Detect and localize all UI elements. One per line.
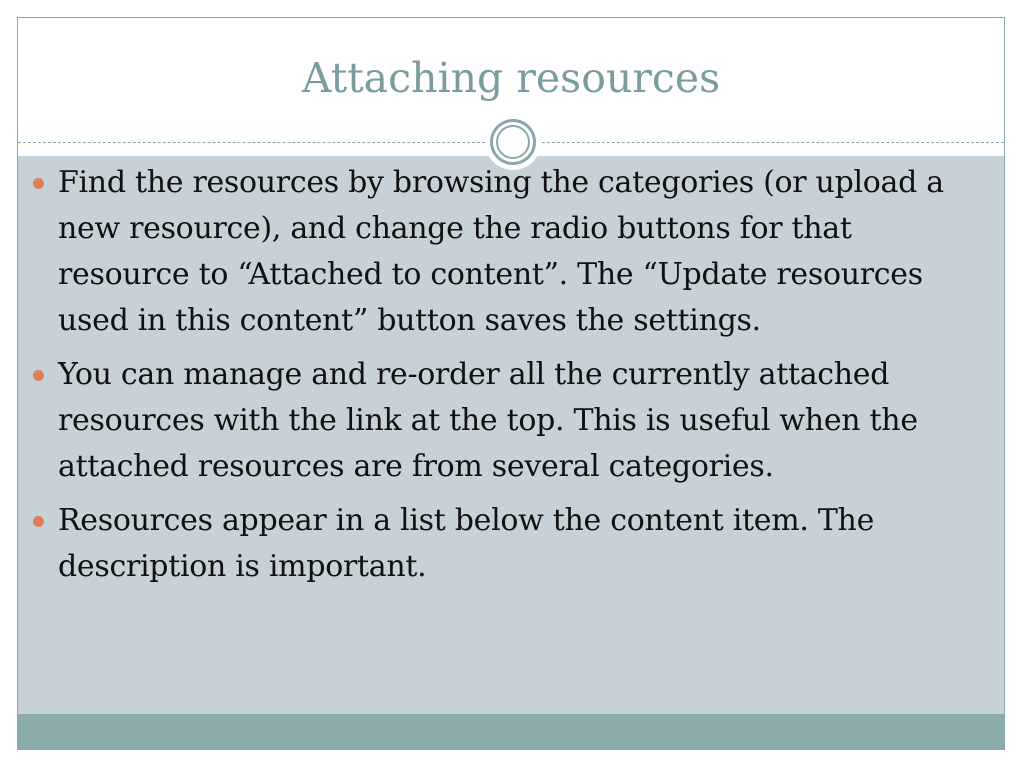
- bullet-item: [30, 160, 950, 344]
- bullet-list: [30, 160, 950, 598]
- bullet-dot-icon: [33, 516, 44, 527]
- bullet-item: [30, 352, 950, 490]
- bullet-text: You can manage and re-order all the currently attached resources with the link at the top. This is useful when the attached resources are from several categories.: [58, 357, 918, 484]
- bullet-dot-icon: [33, 370, 44, 381]
- bullet-item: [30, 498, 950, 590]
- footer-bar: [18, 714, 1004, 749]
- bullet-text: Resources appear in a list below the content item. The description is important.: [58, 503, 875, 584]
- bullet-dot-icon: [33, 178, 44, 189]
- bullet-text: Find the resources by browsing the categories (or upload a new resource), and change the radio buttons for that resource to “Attached to content”. The “Update resources used in this content” button saves the settings.: [58, 165, 944, 338]
- slide-title: Attaching resources: [301, 54, 721, 102]
